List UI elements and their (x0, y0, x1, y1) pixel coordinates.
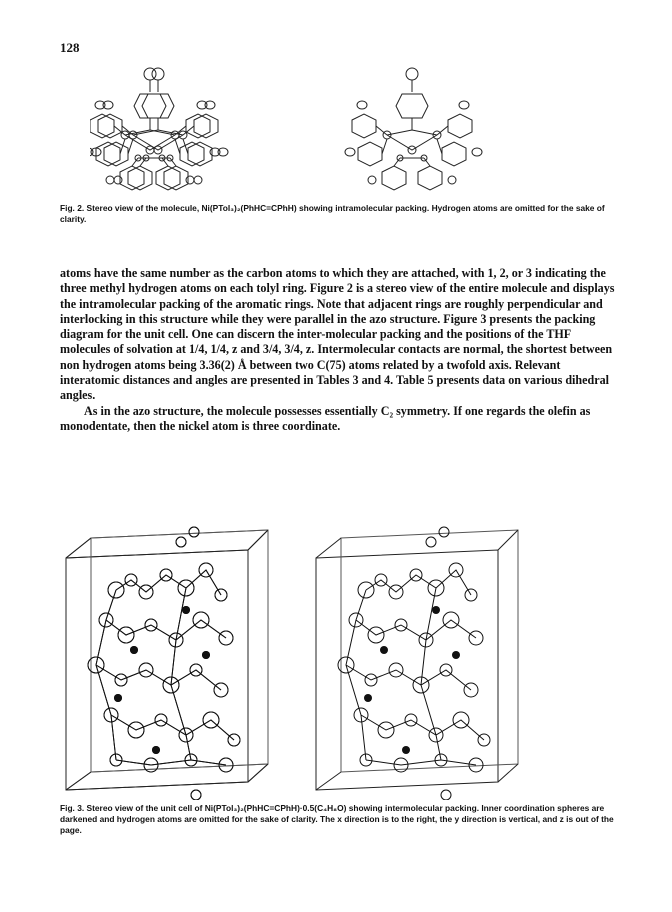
page-number: 128 (60, 40, 80, 55)
body-text (60, 266, 622, 434)
figure-2-stereo-image (90, 60, 610, 200)
paragraph-2: As in the azo structure, the molecule possesses essentially C₂ symmetry. If one regards the olefin as monodentate, then the nickel atom is three coordinate. (60, 403, 591, 433)
paragraph-1: atoms have the same number as the carbon atoms to which they are attached, with 1, 2, or 3 indicating the three methyl hydrogen atoms on each tolyl ring. Figure 2 is a stereo view of the entire molecule and displays the intramolecular packing of the aromatic rings. Note that adjacent rings are roughly perpendicular and interlocking in this structure while they were parallel in the azo structure. Figure 3 presents the packing diagram for the unit cell. One can discern the inter-molecular packing and the positions of the THF molecules of solvation at 1/4, 1/4, z and 3/4, 3/4, z. Intermolecular contacts are normal, the shortest between non hydrogen atoms being 3.36(2) Å between two C(75) atoms related by a twofold axis. Relevant interatomic distances and angles are presented in Tables 3 and 4. Table 5 presents data on various dihedral angles. (60, 266, 615, 403)
figure-2-caption: Fig. 2. Stereo view of the molecule, Ni(PTol₃)₂(PhHC=CPhH) showing intramolecular packing. Hydrogen atoms are omitted for the sake of clarity. (60, 203, 605, 224)
figure-3-caption: Fig. 3. Stereo view of the unit cell of Ni(PTol₃)₂(PhHC=CPhH)·0.5(C₄H₈O) showing intermolecular packing. Inner coordination spheres are darkened and hydrogen atoms are omitted for the sake of clarity. The x direction is to the right, the y direction is vertical, and z is out of the page. (60, 803, 614, 835)
figure-3-stereo-image (56, 520, 616, 800)
